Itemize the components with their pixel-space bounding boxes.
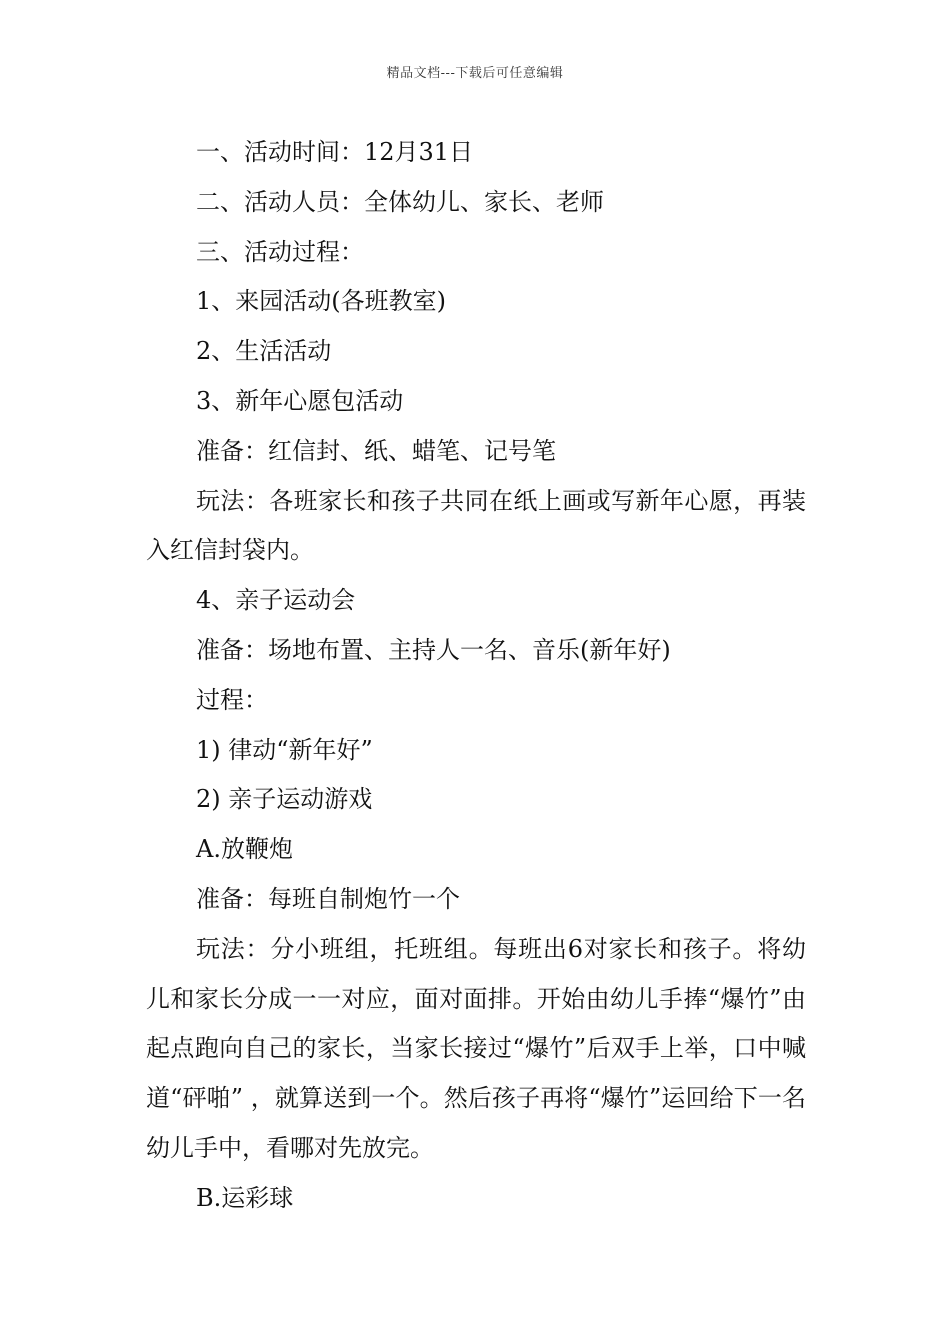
paragraph-step-3-rules: 玩法：各班家长和孩子共同在纸上画或写新年心愿，再装入红信封袋内。 xyxy=(146,486,806,565)
paragraph-step-4-prep: 准备：场地布置、主持人一名、音乐(新年好) xyxy=(196,635,671,664)
paragraph-game-a: A.放鞭炮 xyxy=(196,835,293,864)
paragraph-step-1: 1、来园活动(各班教室) xyxy=(196,287,446,316)
paragraph-game-a-prep: 准备：每班自制炮竹一个 xyxy=(196,884,460,913)
page-header: 精品文档---下载后可任意编辑 xyxy=(386,66,564,81)
paragraph-step-3-prep: 准备：红信封、纸、蜡笔、记号笔 xyxy=(196,436,556,465)
paragraph-activity-time: 一、活动时间：12月31日 xyxy=(196,138,474,166)
document-body xyxy=(146,128,806,1224)
paragraph-step-4-process: 过程： xyxy=(196,685,268,714)
paragraph-step-2: 2、生活活动 xyxy=(196,337,332,366)
paragraph-substep-2: 2) 亲子运动游戏 xyxy=(196,785,373,814)
paragraph-substep-1: 1) 律动“新年好” xyxy=(196,735,373,764)
paragraph-process-heading: 三、活动过程： xyxy=(196,237,364,266)
paragraph-step-4: 4、亲子运动会 xyxy=(196,586,356,615)
paragraph-game-a-rules: 玩法：分小班组，托班组。每班出6对家长和孩子。将幼儿和家长分成一一对应，面对面排。开始由幼儿手捧“爆竹”由起点跑向自己的家长，当家长接过“爆竹”后双手上举，口中喊道“砰啪” ，就算送到一个。然后孩子再将“爆竹”运回给下一名幼儿手中，看哪对先放完。 xyxy=(146,934,806,1162)
paragraph-participants: 二、活动人员：全体幼儿、家长、老师 xyxy=(196,187,604,216)
paragraph-game-b: B.运彩球 xyxy=(196,1183,294,1212)
paragraph-step-3: 3、新年心愿包活动 xyxy=(196,386,404,415)
